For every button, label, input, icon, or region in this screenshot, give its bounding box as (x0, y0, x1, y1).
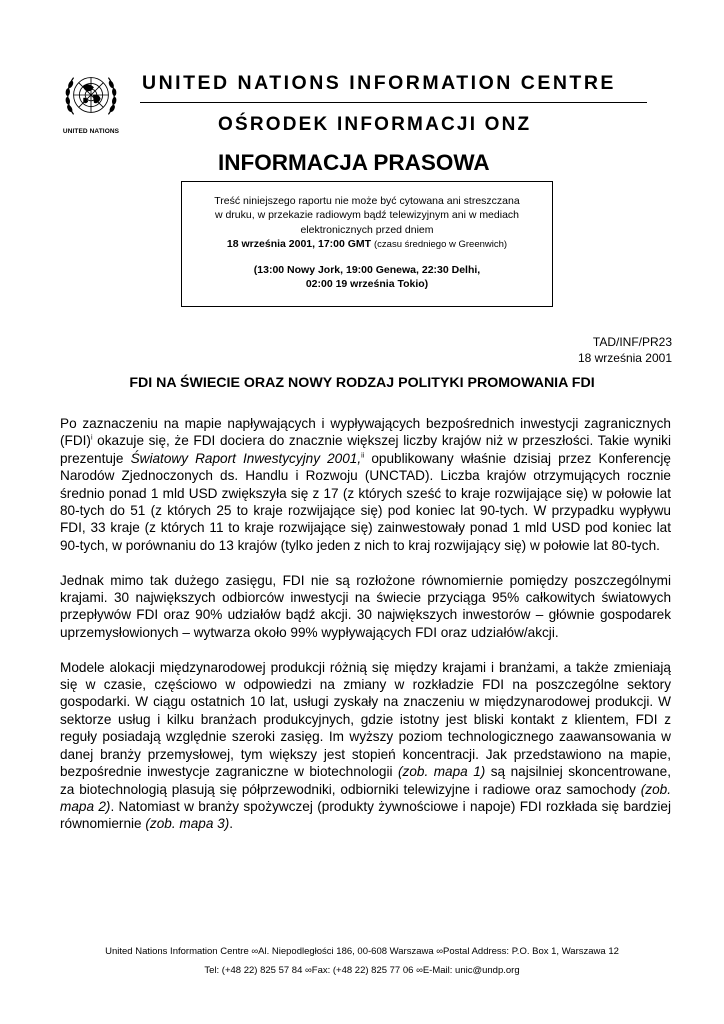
footer-contact: Tel: (+48 22) 825 57 84 ∞Fax: (+48 22) 825 77 06 ∞E-Mail: unic@undp.org (204, 965, 520, 976)
un-logo (58, 66, 124, 135)
p3-text-d: . (229, 816, 234, 832)
header-divider (140, 102, 647, 103)
embargo-date-note: (czasu średniego w Greenwich) (374, 239, 508, 251)
embargo-times-line-1: (13:00 Nowy Jork, 19:00 Genewa, 22:30 Delhi, (253, 263, 481, 276)
paragraph-1 (60, 415, 671, 554)
p3-text-c: . Natomiast w branży spożywczej (produkty żywnościowe i napoje) FDI rozkłada się bardziej równomiernie (60, 798, 671, 832)
reference-block (578, 334, 672, 366)
embargo-line-3: elektronicznych przed dniem (300, 223, 434, 236)
map-ref-3: (zob. mapa 3) (145, 816, 230, 832)
embargo-notice-box (181, 181, 553, 307)
paragraph-2: Jednak mimo tak dużego zasięgu, FDI nie są rozłożone równomiernie pomiędzy poszczególnymi krajami. 30 największych odbiorców inwestycji na świecie przyciąga 95% całkowitych światowych przepływów FDI oraz 90% udziałów bądź akcji. 30 największych inwestorów – głównie gospodarek uprzemysłowionych – wytwarza około 99% wypływających FDI oraz udziałów/akcji. (60, 572, 671, 640)
paragraph-3 (60, 659, 671, 833)
report-title: Światowy Raport Inwestycyjny 2001, (130, 450, 362, 466)
article-body (60, 415, 671, 850)
p1-text-b: okazuje się, że FDI dociera do znacznie większej liczby krajów niż w przeszłości. Takie wyniki prezentuje (60, 433, 671, 466)
embargo-times-line-2: 02:00 19 września Tokio) (305, 278, 429, 291)
org-name-polish: OŚRODEK INFORMACJI ONZ (218, 114, 532, 135)
map-ref-1: (zob. mapa 1) (398, 764, 486, 780)
un-emblem-icon (62, 66, 120, 124)
reference-code: TAD/INF/PR23 (592, 335, 672, 349)
p1-text-a: Po zaznaczeniu na mapie napływających i wypływających bezpośrednich inwestycji zagranicznych (FDI) (60, 416, 671, 449)
reference-date: 18 września 2001 (577, 351, 672, 365)
footnote-ref-1: i (90, 434, 93, 442)
article-headline: FDI NA ŚWIECIE ORAZ NOWY RODZAJ POLITYKI PROMOWANIA FDI (129, 375, 595, 391)
p1-text-c: opublikowany właśnie dzisiaj przez Konferencję Narodów Zjednoczonych ds. Handlu i Rozwoju (UNCTAD). Liczba krajów otrzymujących rocznie średnio ponad 1 mld USD zwiększyła się z 17 (z których sześć to kraje rozwijające się) w połowie lat 80-tych do 51 (z których 25 to kraje rozwijające się) pod koniec lat 90-tych. W przypadku wypływu FDI, 33 kraje (z których 11 to kraje rozwijające się) zainwestowały ponad 1 mld USD pod koniec lat 90-tych, w porównaniu do 13 krajów (tylko jeden z nich to kraj rozwijający się) w połowie lat 80-tych. (60, 450, 671, 553)
org-name-english: UNITED NATIONS INFORMATION CENTRE (142, 72, 616, 94)
footer-address: United Nations Information Centre ∞Al. Niepodległości 186, 00-608 Warszawa ∞Postal Address: P.O. Box 1, Warszawa 12 (105, 946, 619, 957)
embargo-timezones (182, 263, 552, 292)
map-ref-2: (zob. mapa 2) (60, 781, 671, 814)
embargo-line-2: w druku, w przekazie radiowym bądź telewizyjnym ani w mediach (214, 209, 520, 222)
footnote-ref-2: ii (361, 452, 365, 460)
logo-caption: UNITED NATIONS (62, 128, 120, 135)
p3-text-b: są najsilniej skoncentrowane, za biotechnologią plasują się półprzewodniki, odbiorniki telewizyjne i radiowe oraz samochody (60, 764, 671, 797)
embargo-date: 18 września 2001, 17:00 GMT (226, 238, 372, 251)
embargo-date-line (182, 237, 552, 252)
p3-text-a: Modele alokacji międzynarodowej produkcji różnią się między krajami i branżami, a także zmieniają się w czasie, częściowo w odpowiedzi na zmiany w rozkładzie FDI na poszczególne sektory gospodarki. W ciągu ostatnich 10 lat, usługi zyskały na znaczeniu w międzynarodowej produkcji. W sektorze usług i kilku branżach produkcyjnych, gdzie istotny jest bliski kontakt z klientem, FDI z reguły posiadają względnie szeroki zasięg. Im wyższy poziom technologicznego zaawansowania w danej branży przemysłowej, tym większy jest stopień koncentracji. Jak przedstawiono na mapie, bezpośrednie inwestycje zagraniczne w biotechnologii (60, 659, 671, 780)
release-type-title: INFORMACJA PRASOWA (218, 150, 490, 175)
embargo-line-1: Treść niniejszego raportu nie może być cytowana ani streszczana (214, 195, 520, 207)
